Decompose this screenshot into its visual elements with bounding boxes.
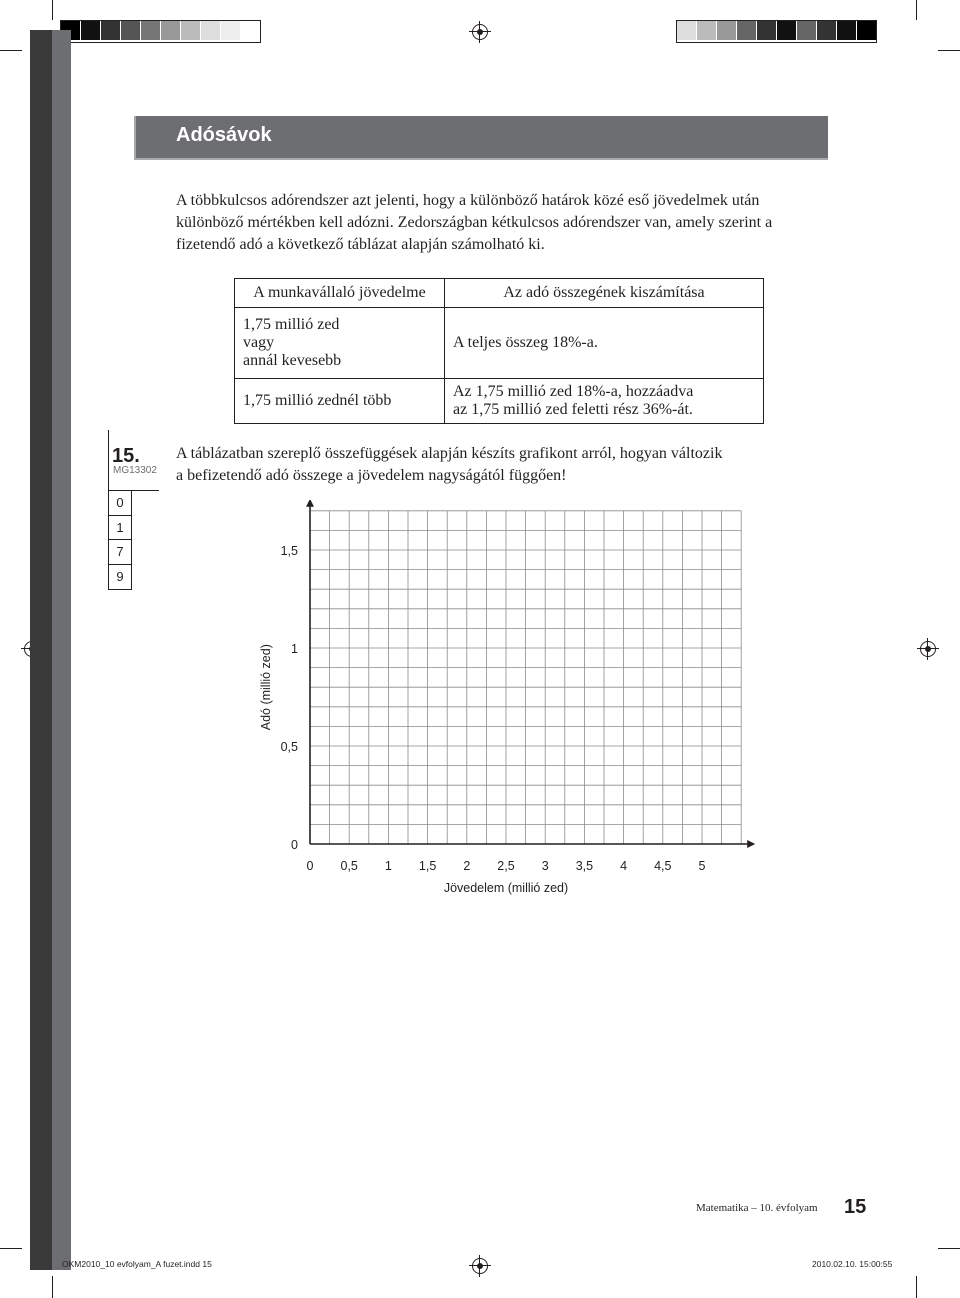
x-tick-label: 0 bbox=[306, 859, 314, 873]
page-title: Adósávok bbox=[176, 124, 272, 146]
y-tick-label: 1 bbox=[291, 642, 298, 656]
cell-line: vagy bbox=[243, 334, 275, 351]
score-value[interactable]: 9 bbox=[116, 568, 124, 584]
crop-mark bbox=[916, 1276, 917, 1298]
intro-text bbox=[176, 190, 836, 256]
table-cell bbox=[235, 379, 445, 424]
color-strip-left bbox=[60, 20, 261, 43]
task-line: a befizetendő adó összege a jövedelem nagyságától függően! bbox=[176, 467, 567, 484]
table-header: Az adó összegének kiszámítása bbox=[445, 279, 764, 308]
x-tick-label: 4,5 bbox=[654, 859, 672, 873]
intro-line: A többkulcsos adórendszer azt jelenti, hogy a különböző határok közé eső jövedelmek után bbox=[176, 192, 760, 209]
x-tick-label: 3 bbox=[541, 859, 549, 873]
x-tick-label: 1,5 bbox=[418, 859, 437, 873]
x-axis-label: Jövedelem (millió zed) bbox=[443, 881, 569, 895]
crop-mark bbox=[938, 50, 960, 51]
slug-file: OKM2010_10 evfolyam_A fuzet.indd 15 bbox=[62, 1259, 212, 1269]
y-axis-arrow-icon bbox=[306, 500, 314, 507]
table-cell bbox=[445, 379, 764, 424]
score-value[interactable]: 0 bbox=[109, 491, 131, 516]
side-bar-dark bbox=[30, 30, 52, 1270]
cell-line: Az 1,75 millió zed 18%-a, hozzáadva bbox=[453, 383, 694, 400]
table-header-row bbox=[235, 279, 764, 308]
crop-mark bbox=[916, 0, 917, 20]
registration-mark-icon bbox=[472, 1258, 488, 1274]
answer-graph[interactable] bbox=[230, 500, 770, 910]
cell-line: az 1,75 millió zed feletti rész 36%-át. bbox=[453, 401, 693, 418]
table-row bbox=[235, 379, 764, 424]
crop-mark bbox=[52, 0, 53, 20]
cell-line: annál kevesebb bbox=[243, 352, 342, 369]
intro-line: különböző mértékben kell adózni. Zedországban kétkulcsos adórendszer van, amely szerint a bbox=[176, 214, 773, 231]
crop-mark bbox=[0, 50, 22, 51]
x-tick-label: 2 bbox=[463, 859, 471, 873]
x-tick-label: 5 bbox=[698, 859, 706, 873]
y-tick-label: 0 bbox=[291, 838, 298, 852]
score-value[interactable]: 1 bbox=[109, 516, 131, 541]
score-box bbox=[108, 490, 132, 590]
table-cell bbox=[445, 308, 764, 379]
cell-line: A teljes összeg 18%-a. bbox=[453, 334, 598, 351]
crop-mark bbox=[938, 1248, 960, 1249]
table-row bbox=[235, 308, 764, 379]
side-bar-mid bbox=[52, 30, 71, 1270]
score-value[interactable]: 7 bbox=[109, 540, 131, 565]
task-code: MG13302 bbox=[113, 465, 157, 476]
x-tick-label: 1 bbox=[384, 859, 392, 873]
x-tick-label: 2,5 bbox=[497, 859, 515, 873]
task-line: A táblázatban szereplő összefüggések alapján készíts grafikont arról, hogyan változik bbox=[176, 445, 723, 462]
tax-table bbox=[234, 278, 764, 424]
cell-line: 1,75 millió zednél több bbox=[243, 392, 392, 409]
y-tick-label: 0,5 bbox=[280, 740, 298, 754]
intro-line: fizetendő adó a következő táblázat alapján számolható ki. bbox=[176, 236, 545, 253]
page-number: 15 bbox=[844, 1196, 867, 1218]
crop-mark bbox=[0, 1248, 22, 1249]
registration-mark-icon bbox=[472, 24, 488, 40]
task-number: 15. bbox=[112, 445, 140, 467]
color-strip-right bbox=[676, 20, 877, 43]
x-axis-arrow-icon bbox=[747, 840, 755, 848]
y-tick-label: 1,5 bbox=[280, 544, 298, 558]
x-tick-label: 0,5 bbox=[340, 859, 358, 873]
cell-line: 1,75 millió zed bbox=[243, 316, 340, 333]
crop-mark bbox=[52, 1276, 53, 1298]
x-tick-label: 3,5 bbox=[575, 859, 594, 873]
table-cell bbox=[235, 308, 445, 379]
task-text bbox=[176, 443, 806, 487]
table-header: A munkavállaló jövedelme bbox=[235, 279, 445, 308]
x-tick-label: 4 bbox=[620, 859, 628, 873]
footer-book-title: Matematika – 10. évfolyam bbox=[696, 1202, 818, 1214]
slug-date: 2010.02.10. 15:00:55 bbox=[812, 1259, 893, 1269]
y-axis-label: Adó (millió zed) bbox=[259, 644, 273, 731]
registration-mark-icon bbox=[920, 641, 936, 657]
